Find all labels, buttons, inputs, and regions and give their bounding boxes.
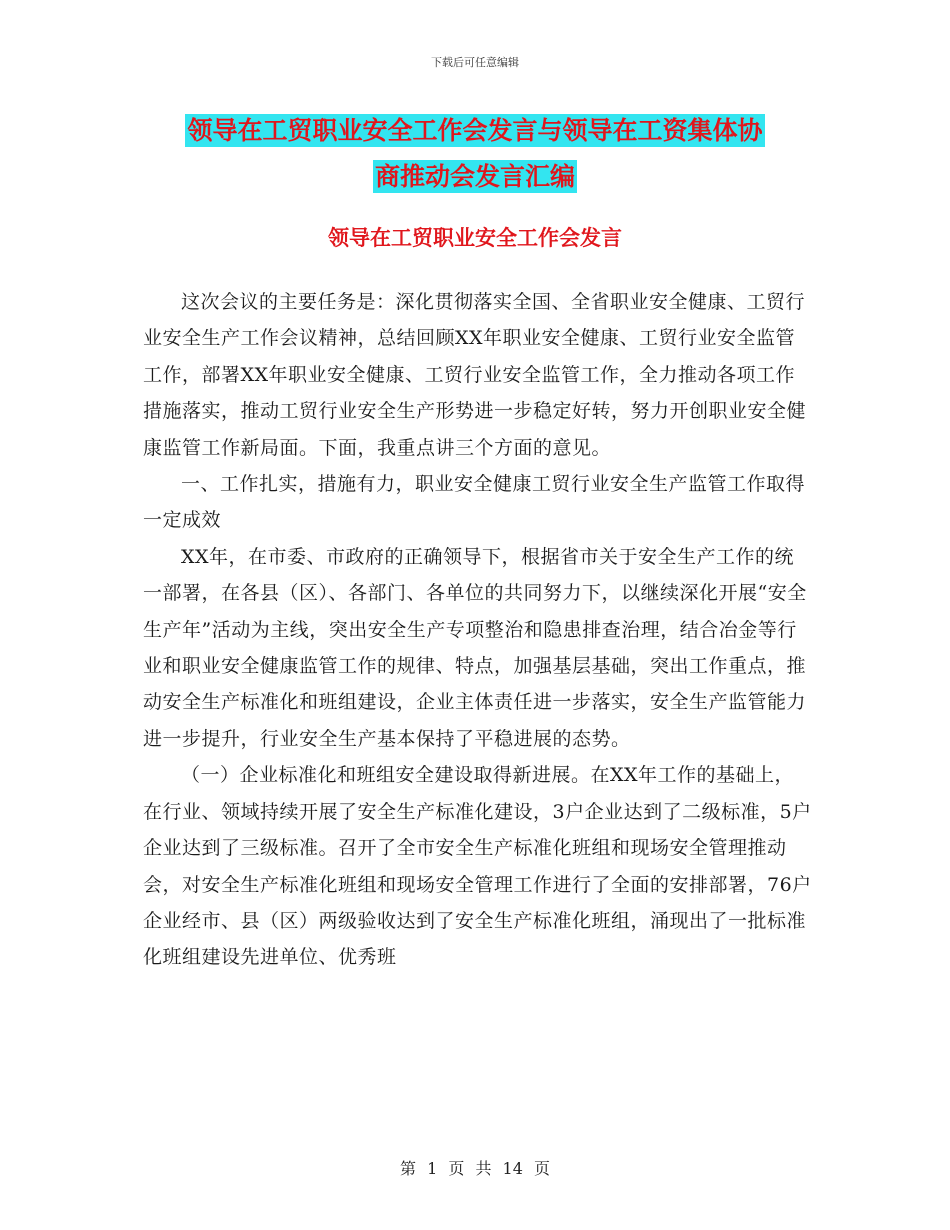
paragraph: 一、工作扎实，措施有力，职业安全健康工贸行业安全生产监管工作取得一定成效 bbox=[143, 473, 806, 532]
title-line-2: 商推动会发言汇编 bbox=[374, 162, 575, 191]
section-title: 领导在工贸职业安全工作会发言 bbox=[328, 226, 622, 250]
document-title bbox=[0, 108, 950, 200]
paragraph: 这次会议的主要任务是：深化贯彻落实全国、全省职业安全健康、工贸行业安全生产工作会议精神，总结回顾XX年职业安全健康、工贸行业安全监管工作，部署XX年职业安全健康、工贸行业安全监管工作，全力推动各项工作措施落实，推动工贸行业安全生产形势进一步稳定好转，努力开创职业安全健康监管工作新局面。下面，我重点讲三个方面的意见。 bbox=[143, 291, 807, 459]
title-line-1: 领导在工贸职业安全工作会发言与领导在工资集体协 bbox=[187, 116, 763, 145]
document-body bbox=[143, 284, 813, 976]
page-footer: 第 1 页 共 14 页 bbox=[400, 1159, 550, 1178]
paragraph: （一）企业标准化和班组安全建设取得新进展。在XX年工作的基础上，在行业、领域持续开展了安全生产标准化建设，3户企业达到了二级标准，5户企业达到了三级标准。召开了全市安全生产标准化班组和现场安全管理推动会，对安全生产标准化班组和现场安全管理工作进行了全面的安排部署，76户企业经市、县（区）两级验收达到了安全生产标准化班组，涌现出了一批标准化班组建设先进单位、优秀班 bbox=[143, 764, 812, 969]
paragraph: XX年，在市委、市政府的正确领导下，根据省市关于安全生产工作的统一部署，在各县（区）、各部门、各单位的共同努力下，以继续深化开展“安全生产年”活动为主线，突出安全生产专项整治和隐患排查治理，结合冶金等行业和职业安全健康监管工作的规律、特点，加强基层基础，突出工作重点，推动安全生产标准化和班组建设，企业主体责任进一步落实，安全生产监管能力进一步提升，行业安全生产基本保持了平稳进展的态势。 bbox=[143, 545, 807, 750]
header-note: 下载后可任意编辑 bbox=[431, 56, 519, 69]
